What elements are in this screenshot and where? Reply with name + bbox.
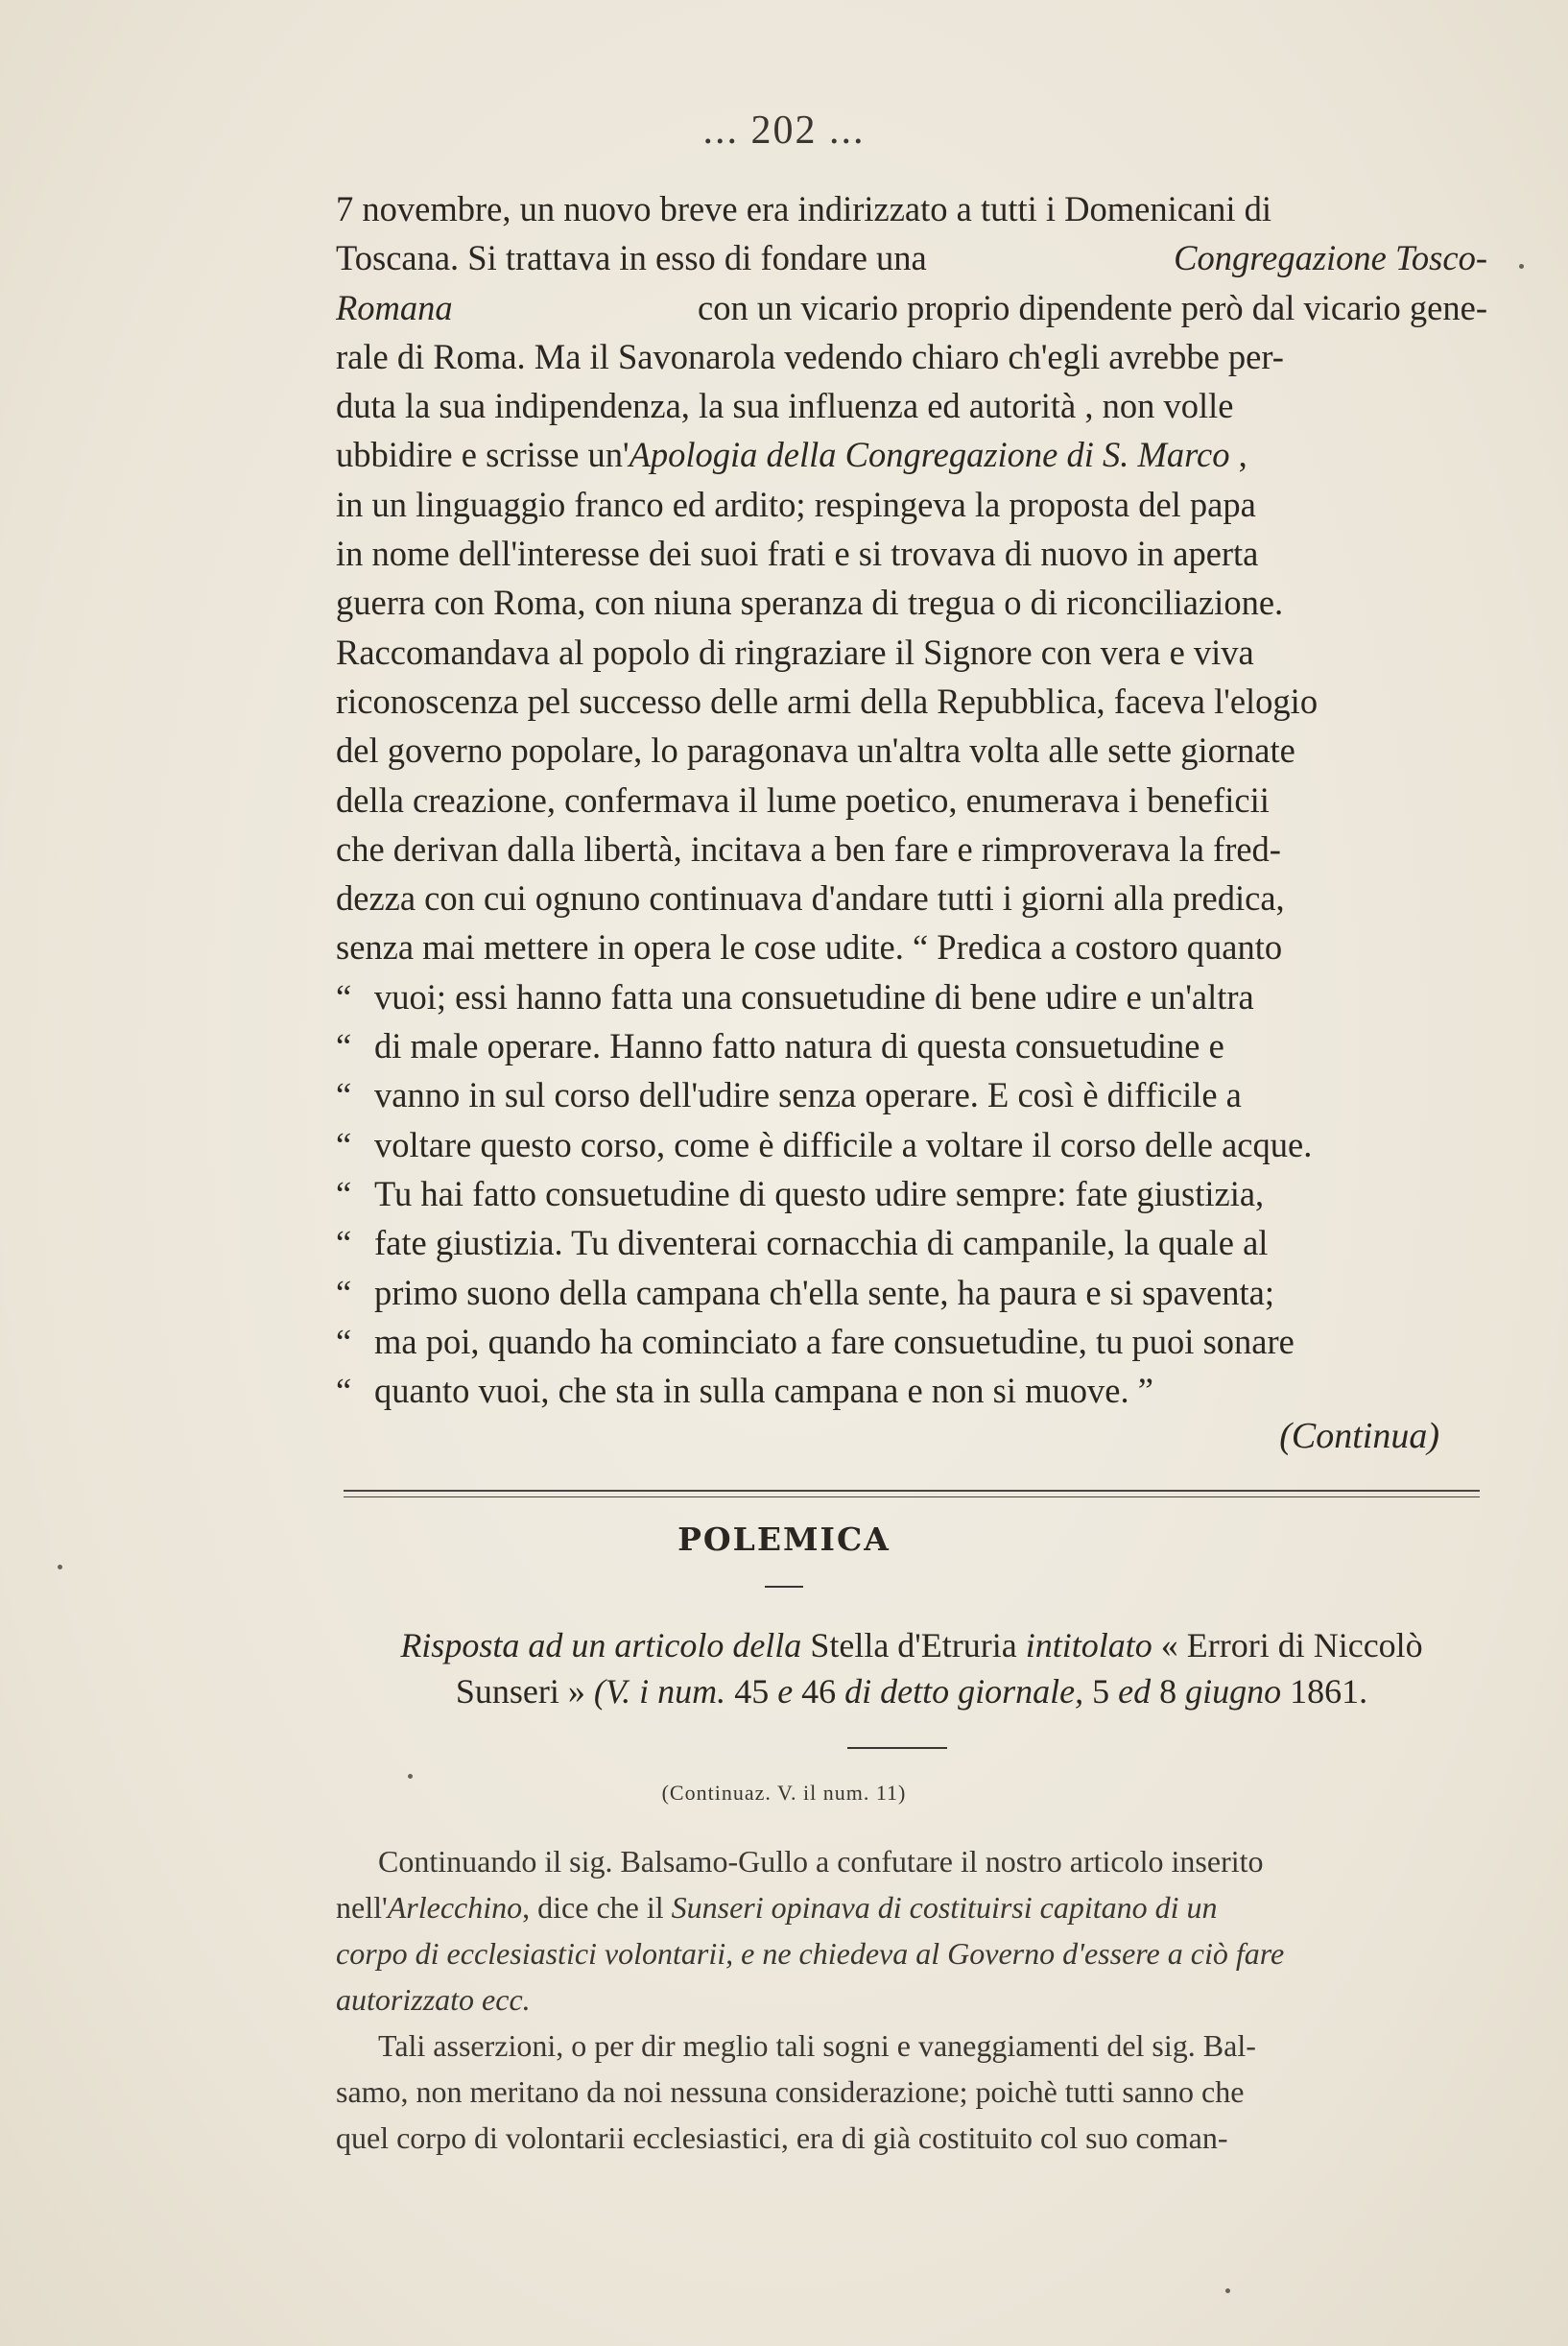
quote-line	[336, 1070, 1487, 1119]
text-line: dezza con cui ognuno continuava d'andare tutti i giorni alla predica,	[336, 878, 1285, 919]
quote-mark: “	[336, 1223, 352, 1263]
quote-text: quanto vuoi, che sta in sulla campana e non si muove. ”	[374, 1371, 1153, 1411]
quote-line	[336, 1169, 1487, 1218]
article-subtitle	[336, 1622, 1487, 1714]
subtitle-italic: (V. i num.	[593, 1672, 726, 1711]
quote-text: vuoi; essi hanno fatta una consuetudine di bene udire e un'altra	[374, 976, 1254, 1017]
subtitle-italic: Risposta ad un articolo della	[400, 1626, 802, 1664]
paragraph	[336, 1838, 1487, 2023]
text-line: rale di Roma. Ma il Savonarola vedendo chiaro ch'egli avrebbe per-	[336, 336, 1284, 376]
quote-line	[336, 972, 1487, 1021]
subtitle-italic: e	[777, 1672, 794, 1711]
text-line: senza mai mettere in opera le cose udite. “ Predica a costoro quanto	[336, 927, 1283, 968]
quote-mark: “	[336, 1371, 352, 1411]
text-span: nell'	[336, 1890, 388, 1925]
text-line	[336, 233, 1487, 282]
quote-mark: “	[336, 1272, 352, 1312]
quote-line	[336, 1120, 1487, 1169]
quote-text: vanno in sul corso dell'udire senza operare. E così è difficile a	[374, 1075, 1242, 1115]
quote-mark: “	[336, 1026, 352, 1066]
continuation-note: (Continuaz. V. il num. 11)	[661, 1781, 907, 1805]
quote-line	[336, 1268, 1487, 1317]
text-line: del governo popolare, lo paragonava un'altra volta alle sette giornate	[336, 730, 1295, 771]
section-divider	[344, 1490, 1480, 1497]
paper-speck	[1519, 264, 1524, 269]
text-span: ubbidire e scrisse un'	[336, 435, 630, 475]
quote-mark: “	[336, 1321, 352, 1361]
text-line: in nome dell'interesse dei suoi frati e si trovava di nuovo in aperta	[336, 534, 1259, 574]
text-span: ,	[1238, 435, 1247, 475]
text-span: samo, non meritano da noi nessuna considerazione; poichè tutti sanno che	[336, 2074, 1245, 2109]
quote-mark: “	[336, 1124, 352, 1164]
quote-mark: “	[336, 976, 352, 1017]
quote-line	[336, 1317, 1487, 1366]
quote-mark: “	[336, 1173, 352, 1213]
text-span: , dice che il	[522, 1890, 672, 1925]
quote-text: ma poi, quando ha cominciato a fare consuetudine, tu puoi sonare	[374, 1321, 1295, 1361]
quote-line	[336, 1021, 1487, 1070]
quote-text: Tu hai fatto consuetudine di questo udire sempre: fate giustizia,	[374, 1173, 1265, 1213]
paper-speck	[58, 1565, 62, 1569]
quote-line	[336, 1218, 1487, 1267]
subtitle-roman: 5	[1092, 1672, 1110, 1711]
italic-title: Apologia della Congregazione di S. Marco	[629, 435, 1230, 475]
text-line	[336, 430, 1487, 479]
paper-speck	[1225, 2288, 1230, 2293]
italic-span: Sunseri opinava di costituirsi capitano di un	[671, 1890, 1218, 1925]
quote-text: fate giustizia. Tu diventerai cornacchia di campanile, la quale al	[374, 1223, 1269, 1263]
text-line	[336, 283, 1487, 332]
subtitle-roman: 46	[801, 1672, 837, 1711]
subtitle-italic: intitolato	[1025, 1626, 1152, 1664]
subtitle-roman: « Errori di Niccolò	[1160, 1626, 1423, 1664]
text-line: in un linguaggio franco ed ardito; respingeva la proposta del papa	[336, 484, 1256, 524]
text-line: guerra con Roma, con niuna speranza di tregua o di riconciliazione.	[336, 583, 1284, 623]
text-line: 7 novembre, un nuovo breve era indirizzato a tutti i Domenicani di	[336, 189, 1272, 228]
italic-title: Congregazione Tosco-	[1174, 238, 1487, 278]
continua-label: (Continua)	[1279, 1416, 1439, 1456]
text-span: con un vicario proprio dipendente però dal vicario gene-	[698, 287, 1487, 327]
text-line: che derivan dalla libertà, incitava a ben fare e rimproverava la fred-	[336, 828, 1281, 869]
quote-mark: “	[336, 1075, 352, 1115]
paragraph	[336, 2023, 1487, 2161]
text-line: Raccomandava al popolo di ringraziare il Signore con vera e viva	[336, 632, 1254, 672]
text-span: Toscana. Si trattava in esso di fondare una	[336, 238, 927, 278]
subtitle-roman: 45	[734, 1672, 770, 1711]
text-line: duta la sua indipendenza, la sua influenza ed autorità , non volle	[336, 386, 1234, 426]
text-span: quel corpo di volontarii ecclesiastici, era di già costituito col suo coman-	[336, 2120, 1228, 2155]
subtitle-rule	[847, 1747, 947, 1749]
text-span: Tali asserzioni, o per dir meglio tali sogni e vaneggiamenti del sig. Bal-	[378, 2028, 1256, 2063]
quote-line	[336, 1366, 1487, 1415]
paper-speck	[408, 1774, 413, 1779]
italic-title: Romana	[336, 287, 453, 327]
italic-span: Arlecchino	[387, 1890, 523, 1925]
subtitle-italic: di detto giornale,	[844, 1672, 1084, 1711]
quote-text: voltare questo corso, come è difficile a voltare il corso delle acque.	[374, 1124, 1313, 1164]
text-line: riconoscenza pel successo delle armi della Repubblica, faceva l'elogio	[336, 681, 1319, 721]
subtitle-roman: Sunseri »	[455, 1672, 585, 1711]
page-number: ... 202 ...	[702, 108, 866, 153]
main-paragraph	[336, 184, 1487, 1415]
title-rule	[765, 1586, 803, 1588]
quote-text: primo suono della campana ch'ella sente, ha paura e si spaventa;	[374, 1272, 1274, 1312]
subtitle-roman: Stella d'Etruria	[810, 1626, 1017, 1664]
subtitle-roman: 1861.	[1290, 1672, 1368, 1711]
italic-span: autorizzato ecc.	[336, 1982, 531, 2017]
subtitle-italic: giugno	[1185, 1672, 1282, 1711]
quote-text: di male operare. Hanno fatto natura di questa consuetudine e	[374, 1026, 1224, 1066]
polemica-body	[336, 1838, 1487, 2161]
text-line: della creazione, confermava il lume poetico, enumerava i beneficii	[336, 779, 1270, 820]
subtitle-roman: 8	[1159, 1672, 1177, 1711]
text-span: Continuando il sig. Balsamo-Gullo a confutare il nostro articolo inserito	[378, 1844, 1264, 1879]
subtitle-italic: ed	[1118, 1672, 1152, 1711]
section-title: POLEMICA	[677, 1520, 891, 1558]
italic-span: corpo di ecclesiastici volontarii, e ne chiedeva al Governo d'essere a ciò fare	[336, 1936, 1285, 1971]
